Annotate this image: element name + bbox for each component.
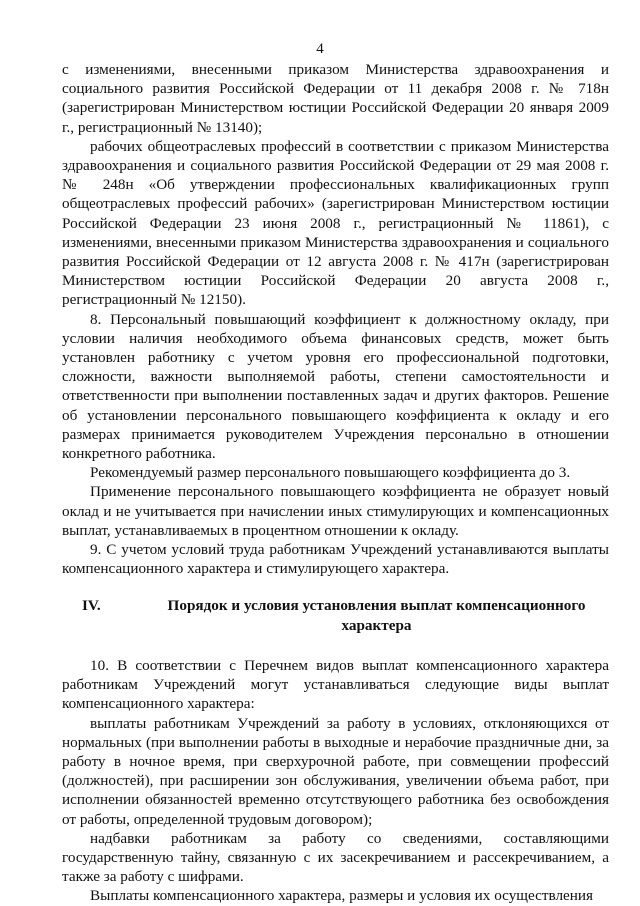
paragraph-secret-allowances: надбавки работникам за работу со сведениями, составляющими государственную тайну, связанную с их засекречиванием и рассекречиванием, а также за работу с шифрами. <box>62 829 609 886</box>
section-number: IV. <box>82 597 101 615</box>
paragraph-recommended-coefficient: Рекомендуемый размер персонального повышающего коэффициента до 3. <box>90 464 571 482</box>
page-number: 4 <box>316 41 324 57</box>
paragraph-payments-conditions: выплаты работникам Учреждений за работу в условиях, отклоняющихся от нормальных (при выполнении работы в выходные и нерабочие праздничные дни, за работу в ночное время, при сверхурочной работе, при совмещении профессий (должностей), при расширении зон обслуживания, увеличении объема работ, при исполнении обязанностей временно отсутствующего работника без освобождения от работы, определенной трудовым договором); <box>62 714 609 828</box>
paragraph-item-8: 8. Персональный повышающий коэффициент к должностному окладу, при условии наличия необходимого объема финансовых средств, может быть установлен работнику с учетом уровня его профессиональной подготовки, сложности, важности выполняемой работы, степени самостоятельности и ответственности при выполнении поставленных задач и других факторов. Решение об установлении персонального повышающего коэффициента к окладу и его размерах принимается руководителем Учреждения персонально в отношении конкретного работника. <box>62 310 609 463</box>
section-heading <box>62 596 609 634</box>
section-title: Порядок и условия установления выплат компенсационного характера <box>167 597 586 634</box>
paragraph-item-10: 10. В соответствии с Перечнем видов выплат компенсационного характера работникам Учреждений могут устанавливаться следующие виды выплат компенсационного характера: <box>62 656 609 713</box>
paragraph-continuation: с изменениями, внесенными приказом Министерства здравоохранения и социального развития Российской Федерации от 11 декабря 2008 г. № 718н (зарегистрирован Министерством юстиции Российской Федерации 20 января 2009 г., регистрационный № 13140); <box>62 61 609 136</box>
paragraph-workers-professions: рабочих общеотраслевых профессий в соответствии с приказом Министерства здравоохранения и социального развития Российской Федерации от 29 мая 2008 г. № 248н «Об утверждении профессиональных квалификационных групп общеотраслевых профессий рабочих» (зарегистрирован Министерством юстиции Российской Федерации 23 июня 2008 г., регистрационный № 11861), с изменениями, внесенными приказом Министерства здравоохранения и социального развития Российской Федерации от 12 августа 2008 г. № 417н (зарегистрирован Министерством юстиции Российской Федерации 20 августа 2008 г., регистрационный № 12150). <box>62 137 609 309</box>
paragraph-compensation-payments: Выплаты компенсационного характера, размеры и условия их осуществления <box>90 887 594 905</box>
document-body <box>62 60 609 906</box>
paragraph-item-9: 9. С учетом условий труда работникам Учреждений устанавливаются выплаты компенсационного характера и стимулирующего характера. <box>62 541 609 578</box>
paragraph-coefficient-application: Применение персонального повышающего коэффициента не образует новый оклад и не учитывается при начислении иных стимулирующих и компенсационных выплат, устанавливаемых в процентном отношении к окладу. <box>62 483 609 539</box>
